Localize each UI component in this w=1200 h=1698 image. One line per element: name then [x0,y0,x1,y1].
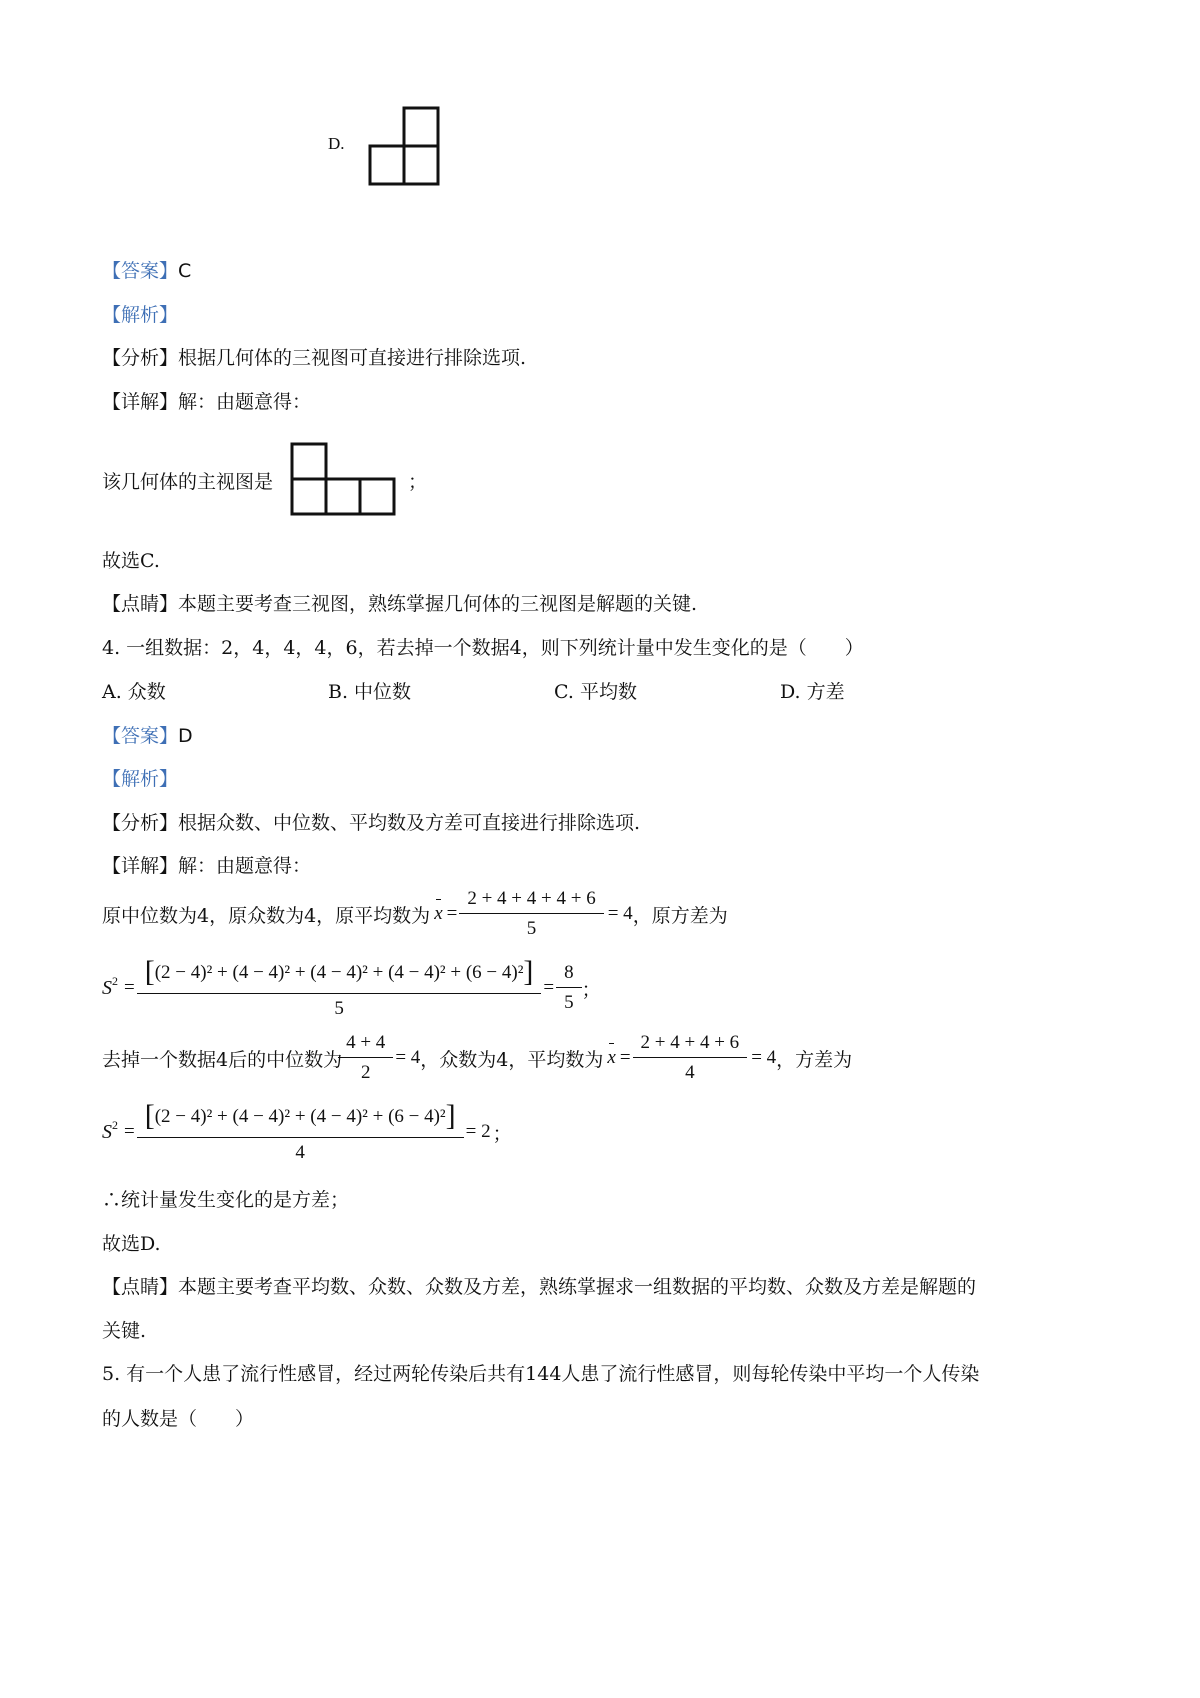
line3-post: ，方差为 [776,1048,853,1071]
xiangjie-tag: 【详解】 [102,855,179,877]
q4-mean-line: 原中位数为4，原众数为4，原平均数为 x = $\frac{2 + 4 + 4 + 4 + 6}{5}$ = 4 ，原方差为 [102,888,728,939]
q3-dianjing-line [102,589,697,616]
var2-end: ； [492,1122,512,1145]
q4-xiangjie-line [102,851,311,878]
q3-answer-line [102,256,191,283]
dianjing-line1: 本题主要考查平均数、众数、众数及方差，熟练掌握求一组数据的平均数、众数及方差是解题的 [178,1276,977,1298]
var1-numerator: (2 − 4)² + (4 − 4)² + (4 − 4)² + (4 − 4)² + (6 − 4)² [154,961,524,983]
q3-xiangjie-line [102,387,311,414]
xbar-symbol: x [434,903,443,924]
option-d-label: D. [328,134,345,153]
median-denominator: 2 [338,1057,393,1084]
median-numerator: 4 + 4 [346,1032,386,1053]
mean-fraction [463,888,599,940]
line1-pre: 原中位数为4，原众数为4，原平均数为 [102,904,431,927]
q4-fenxi-line [102,808,640,835]
answer-tag: 【答案】 [102,725,179,747]
var2-numerator: (2 − 4)² + (4 − 4)² + (4 − 4)² + (6 − 4)² [154,1105,446,1127]
var2-result: = 2 [465,1121,491,1142]
mean2-denominator: 4 [633,1057,748,1084]
q4-analysis-tag: 【解析】 [102,768,179,790]
q4-variance1-line: S $^2$ = $\frac{\text{[(2 − 4)² + (4 − 4)² + (4 − 4)² + (4 − 4)² + (6 − 4)²]}}{5}$ = $\frac{8}{5}$ ； [102,954,601,1019]
q4-option-d: D. 方差 [780,681,845,703]
q4-dianjing-line [102,1272,976,1299]
median-result: = 4 [395,1047,421,1068]
answer-tag: 【答案】 [102,260,179,282]
fenxi-text: 根据众数、中位数、平均数及方差可直接进行排除选项. [178,812,641,834]
mean2-result: = 4 [751,1047,777,1068]
q4-answer-line [102,721,193,748]
mean-result: = 4 [607,903,633,924]
mean2-fraction [637,1032,744,1084]
q3-conclusion: 故选C. [102,550,160,572]
q4-after-line: 去掉一个数据4后的中位数为 $\frac{4 + 4}{2}$ = 4 ，众数为4，平均数为 x = $\frac{2 + 4 + 4 + 6}{4}$ = 4 ，方差为 [102,1032,853,1083]
var1-result-fraction [560,962,578,1014]
xiangjie-tag: 【详解】 [102,391,179,413]
fenxi-tag: 【分析】 [102,347,179,369]
variance1-fraction: $\frac{\text{[(2 − 4)² + (4 − 4)² + (4 − 4)² + (4 − 4)² + (6 − 4)²]}}{5}$ [141,957,538,1020]
q4-variance2-line: S $^2$ = $\frac{\text{[(2 − 4)² + (4 − 4)² + (4 − 4)² + (6 − 4)²]}}{4}$ = 2 ； [102,1098,512,1163]
mean2-numerator: 2 + 4 + 4 + 6 [640,1032,740,1053]
var1-result-den: 5 [556,987,582,1014]
dianjing-tag: 【点睛】 [102,593,179,615]
var1-denominator: 5 [137,993,542,1020]
fenxi-text: 根据几何体的三视图可直接进行排除选项. [178,347,527,369]
q4-option-a: A. 众数 [102,681,166,703]
dianjing-tag: 【点睛】 [102,1276,179,1298]
xiangjie-text: 解：由题意得： [178,855,312,877]
q4-dianjing-line2: 关键. [102,1320,147,1342]
line3-mid: ，众数为4，平均数为 [420,1048,604,1071]
q4-stem: 4. 一组数据：2，4，4，4，6，若去掉一个数据4，则下列统计量中发生变化的是（ ） [102,637,864,659]
front-view-semicolon: ； [408,471,428,493]
var2-denominator: 4 [137,1137,464,1164]
q5-stem-line2: 的人数是（ ） [102,1408,255,1430]
mean-denominator: 5 [459,913,603,940]
fenxi-tag: 【分析】 [102,812,179,834]
s2-label-2: S [102,1120,112,1143]
q4-therefore: ∴统计量发生变化的是方差； [102,1189,350,1211]
option-d-figure [368,106,442,186]
q3-analysis-tag: 【解析】 [102,304,179,326]
line3-pre: 去掉一个数据4后的中位数为 [102,1048,343,1071]
s2-label: S [102,976,112,999]
xiangjie-text: 解：由题意得： [178,391,312,413]
variance2-fraction: $\frac{\text{[(2 − 4)² + (4 − 4)² + (4 − 4)² + (6 − 4)²]}}{4}$ [141,1101,460,1164]
var1-result-num: 8 [564,962,574,983]
answer-value: D [178,725,193,747]
q4-option-c: C. 平均数 [554,681,637,703]
dianjing-text: 本题主要考查三视图，熟练掌握几何体的三视图是解题的关键. [178,593,698,615]
q4-conclusion: 故选D. [102,1233,161,1255]
front-view-text: 该几何体的主视图是 [102,471,274,493]
q3-fenxi-line [102,343,526,370]
median-fraction [342,1032,389,1084]
answer-value: C [178,260,192,282]
mean-numerator: 2 + 4 + 4 + 4 + 6 [467,888,596,909]
line1-post: ，原方差为 [632,904,728,927]
var1-end: ； [581,978,601,1001]
xbar-symbol-2: x [607,1047,616,1068]
q4-option-b: B. 中位数 [328,681,412,703]
q5-stem-line1: 5. 有一个人患了流行性感冒，经过两轮传染后共有144人患了流行性感冒，则每轮传染中平均一个人传染 [102,1363,980,1385]
front-view-figure [290,442,398,516]
